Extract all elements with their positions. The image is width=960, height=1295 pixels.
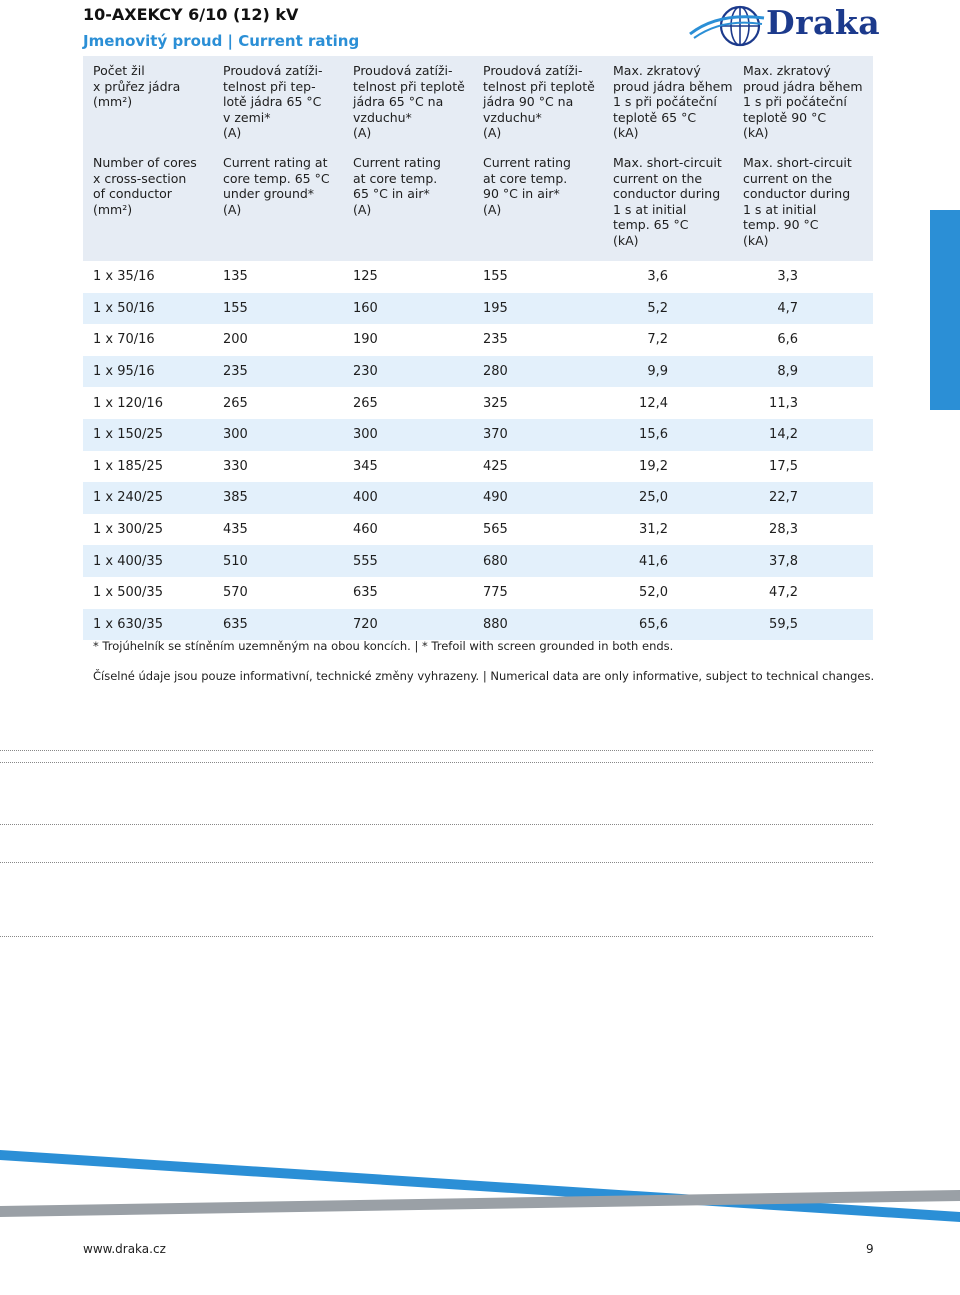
cell-air-65: 345 — [353, 458, 378, 474]
cell-cores: 1 x 400/35 — [93, 553, 163, 569]
cell-air-90: 775 — [483, 585, 508, 601]
cell-short-65: 12,4 — [639, 395, 668, 411]
cell-cores: 1 x 185/25 — [93, 458, 163, 474]
cell-air-90: 195 — [483, 300, 508, 316]
header-cz-short-90: Max. zkratový proud jádra během 1 s při počáteční teplotě 90 °C (kA) — [743, 63, 863, 140]
cell-short-90: 3,3 — [777, 269, 798, 285]
cell-short-90: 37,8 — [769, 553, 798, 569]
cell-short-65: 19,2 — [639, 458, 668, 474]
cell-short-65: 52,0 — [639, 585, 668, 601]
cell-cores: 1 x 150/25 — [93, 427, 163, 443]
cell-air-90: 565 — [483, 522, 508, 538]
dotted-line — [0, 862, 873, 863]
cell-short-90: 6,6 — [777, 332, 798, 348]
cell-air-90: 880 — [483, 616, 508, 632]
cell-short-65: 25,0 — [639, 490, 668, 506]
cell-ground-65: 200 — [223, 332, 248, 348]
cell-short-65: 15,6 — [639, 427, 668, 443]
cell-air-65: 555 — [353, 553, 378, 569]
table-header — [83, 56, 873, 261]
cell-air-65: 160 — [353, 300, 378, 316]
cell-air-90: 680 — [483, 553, 508, 569]
cell-cores: 1 x 300/25 — [93, 522, 163, 538]
cell-short-90: 14,2 — [769, 427, 798, 443]
header-cz-cores: Počet žil x průřez jádra (mm²) — [93, 63, 181, 109]
header-en-ground-65: Current rating at core temp. 65 °C under ground* (A) — [223, 155, 330, 217]
cell-short-65: 9,9 — [647, 364, 668, 380]
cell-ground-65: 135 — [223, 269, 248, 285]
table-row — [83, 609, 873, 641]
header-cz-ground-65: Proudová zatíži- telnost při tep- lotě jádra 65 °C v zemi* (A) — [223, 63, 323, 140]
cell-cores: 1 x 70/16 — [93, 332, 155, 348]
dotted-line — [0, 824, 873, 825]
cell-ground-65: 330 — [223, 458, 248, 474]
side-accent-bar — [930, 210, 960, 410]
table-row — [83, 293, 873, 325]
cell-air-90: 155 — [483, 269, 508, 285]
cell-air-65: 230 — [353, 364, 378, 380]
header-en-short-90: Max. short-circuit current on the conductor during 1 s at initial temp. 90 °C (kA) — [743, 155, 852, 248]
cell-cores: 1 x 50/16 — [93, 300, 155, 316]
header-cz-air-65: Proudová zatíži- telnost při teplotě jádra 65 °C na vzduchu* (A) — [353, 63, 465, 140]
cell-short-65: 65,6 — [639, 616, 668, 632]
disclaimer-text: Číselné údaje jsou pouze informativní, technické změny vyhrazeny. | Numerical data are only informative, subject to technical changes. — [93, 669, 875, 683]
cell-air-65: 720 — [353, 616, 378, 632]
header-en-air-65: Current rating at core temp. 65 °C in air* (A) — [353, 155, 441, 217]
header-row-english — [83, 155, 873, 261]
current-rating-table — [83, 56, 873, 640]
cell-short-90: 8,9 — [777, 364, 798, 380]
cell-cores: 1 x 95/16 — [93, 364, 155, 380]
cell-short-90: 28,3 — [769, 522, 798, 538]
cell-short-65: 5,2 — [647, 300, 668, 316]
header-en-air-90: Current rating at core temp. 90 °C in air* (A) — [483, 155, 571, 217]
cell-cores: 1 x 500/35 — [93, 585, 163, 601]
cell-air-65: 300 — [353, 427, 378, 443]
cell-air-90: 235 — [483, 332, 508, 348]
dotted-line — [0, 762, 873, 763]
cell-short-90: 59,5 — [769, 616, 798, 632]
table-row — [83, 482, 873, 514]
cell-ground-65: 155 — [223, 300, 248, 316]
cell-short-90: 17,5 — [769, 458, 798, 474]
cell-air-65: 125 — [353, 269, 378, 285]
cell-short-90: 22,7 — [769, 490, 798, 506]
cell-air-90: 490 — [483, 490, 508, 506]
cell-ground-65: 235 — [223, 364, 248, 380]
table-row — [83, 324, 873, 356]
cell-cores: 1 x 240/25 — [93, 490, 163, 506]
cell-ground-65: 510 — [223, 553, 248, 569]
page-subtitle: Jmenovitý proud | Current rating — [83, 32, 360, 50]
footnote-text: * Trojúhelník se stíněním uzemněným na obou koncích. | * Trefoil with screen grounded in both ends. — [93, 639, 674, 653]
cell-ground-65: 635 — [223, 616, 248, 632]
decorative-stripes — [0, 1140, 960, 1240]
cell-air-90: 280 — [483, 364, 508, 380]
table-row — [83, 261, 873, 293]
cell-air-65: 400 — [353, 490, 378, 506]
cell-cores: 1 x 120/16 — [93, 395, 163, 411]
dotted-line — [0, 750, 873, 751]
cell-air-90: 370 — [483, 427, 508, 443]
cell-cores: 1 x 35/16 — [93, 269, 155, 285]
cell-air-90: 325 — [483, 395, 508, 411]
table-row — [83, 545, 873, 577]
cell-short-65: 7,2 — [647, 332, 668, 348]
cell-ground-65: 435 — [223, 522, 248, 538]
header-en-cores: Number of cores x cross-section of conductor (mm²) — [93, 155, 197, 217]
table-row — [83, 451, 873, 483]
header-en-short-65: Max. short-circuit current on the conductor during 1 s at initial temp. 65 °C (kA) — [613, 155, 722, 248]
header-cz-air-90: Proudová zatíži- telnost při teplotě jádra 90 °C na vzduchu* (A) — [483, 63, 595, 140]
header-row-czech — [83, 56, 873, 155]
cell-air-65: 460 — [353, 522, 378, 538]
dotted-line — [0, 936, 873, 937]
table-row — [83, 514, 873, 546]
cell-short-65: 31,2 — [639, 522, 668, 538]
cell-short-65: 3,6 — [647, 269, 668, 285]
cell-air-65: 190 — [353, 332, 378, 348]
table-row — [83, 577, 873, 609]
table-body — [83, 261, 873, 640]
header-cz-short-65: Max. zkratový proud jádra během 1 s při počáteční teplotě 65 °C (kA) — [613, 63, 733, 140]
cell-short-90: 4,7 — [777, 300, 798, 316]
cell-cores: 1 x 630/35 — [93, 616, 163, 632]
table-row — [83, 419, 873, 451]
cell-air-65: 265 — [353, 395, 378, 411]
cell-ground-65: 265 — [223, 395, 248, 411]
cell-air-65: 635 — [353, 585, 378, 601]
table-row — [83, 356, 873, 388]
brand-logo-text: Draka — [766, 3, 881, 42]
page-number: 9 — [866, 1242, 874, 1256]
cell-air-90: 425 — [483, 458, 508, 474]
cell-short-65: 41,6 — [639, 553, 668, 569]
cell-ground-65: 385 — [223, 490, 248, 506]
footer-url: www.draka.cz — [83, 1242, 166, 1256]
cell-ground-65: 570 — [223, 585, 248, 601]
cell-short-90: 47,2 — [769, 585, 798, 601]
cell-short-90: 11,3 — [769, 395, 798, 411]
page-title: 10-AXEKCY 6/10 (12) kV — [83, 5, 299, 24]
table-row — [83, 387, 873, 419]
cell-ground-65: 300 — [223, 427, 248, 443]
